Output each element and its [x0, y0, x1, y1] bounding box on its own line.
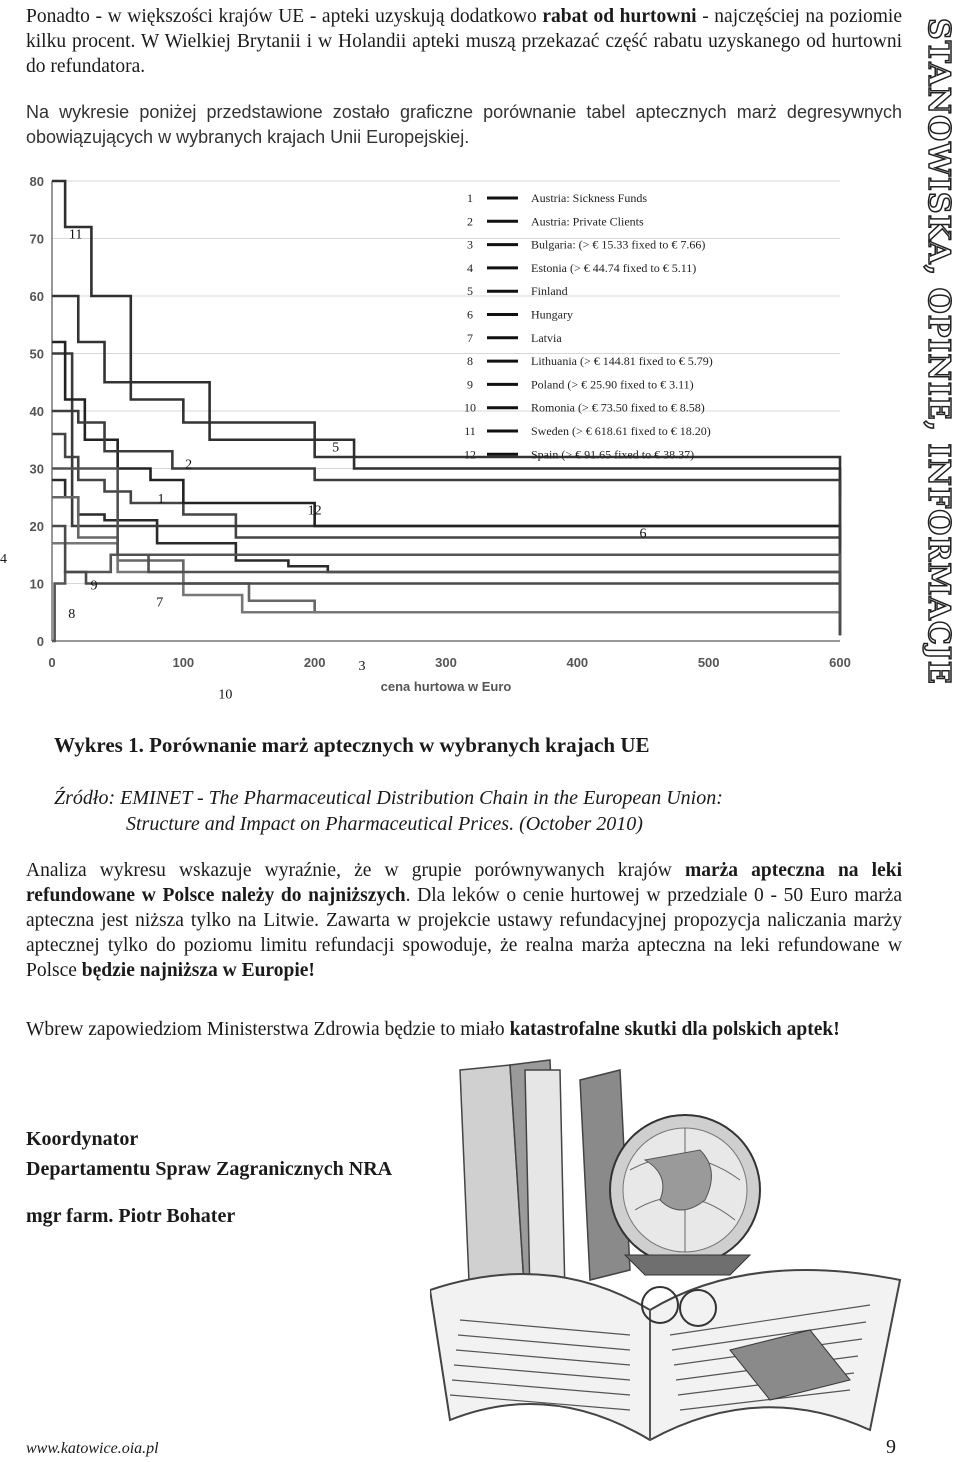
curve-label-6: 6 [639, 526, 647, 542]
series-line-5 [52, 296, 840, 497]
curve-label-2: 2 [185, 457, 193, 473]
paragraph-chart-intro: Na wykresie poniżej przedstawione zostało graficzne porównanie tabel aptecznych marż degresywnych obowiązujących w wybranych krajach Unii Europejskiej. [26, 102, 902, 147]
y-tick-label: 60 [29, 289, 44, 304]
legend-number: 1 [467, 191, 473, 205]
books-globe-illustration [430, 1050, 930, 1450]
legend-number: 9 [467, 377, 473, 392]
x-tick-label: 600 [829, 655, 851, 670]
legend-label: Estonia (> € 44.74 fixed to € 5.11) [531, 260, 697, 275]
legend-number: 3 [467, 237, 473, 252]
legend-label: Hungary [531, 307, 573, 322]
x-tick-label: 100 [172, 655, 195, 670]
x-tick-label: 200 [303, 655, 326, 670]
y-tick-label: 10 [29, 576, 44, 592]
chart-source-line-2: Structure and Impact on Pharmaceutical Prices. (October 2010) [126, 813, 643, 835]
x-tick-label: 0 [48, 655, 56, 670]
curve-label-8: 8 [68, 607, 76, 622]
author-role: Koordynator [26, 1128, 139, 1150]
paragraph-analysis [26, 858, 902, 983]
footer-url[interactable]: www.katowice.oia.pl [26, 1440, 159, 1457]
emphasis-text: marża apteczna na leki refundowane w Polsce należy do najniższych [26, 860, 902, 906]
author-name: mgr farm. Piotr Bohater [26, 1205, 236, 1227]
y-tick-label: 20 [29, 519, 44, 534]
curve-label-5: 5 [332, 440, 340, 456]
chart-caption-title: Wykres 1. Porównanie marż aptecznych w wybranych krajach UE [54, 733, 650, 757]
y-tick-label: 30 [29, 461, 44, 477]
text-run: Ponadto - w większości krajów UE - apteki uzyskują dodatkowo [26, 6, 543, 27]
series-line-4 [52, 555, 840, 641]
legend-number: 11 [464, 424, 476, 438]
chart-source [54, 785, 854, 837]
x-tick-label: 500 [697, 655, 720, 670]
legend-number: 8 [467, 354, 473, 369]
legend-number: 10 [464, 400, 476, 415]
edge-page-mark: 4 [0, 552, 7, 567]
series-line-7 [52, 497, 840, 624]
chart-source-line-1: Źródło: EMINET - The Pharmaceutical Distribution Chain in the European Union: [54, 787, 723, 809]
legend-label: Latvia [531, 330, 562, 345]
y-tick-label: 70 [29, 231, 44, 247]
text-run: - najczęściej na poziomie kilku procent. W Wielkiej Brytanii i w Holandii apteki muszą przekazać część rabatu uzyskanego od hurtowni do refundatora. [26, 6, 902, 77]
text-run: Wbrew zapowiedziom Ministerstwa Zdrowia będzie to miało [26, 1019, 510, 1040]
legend-label: Austria: Sickness Funds [531, 191, 648, 205]
legend-number: 6 [467, 307, 473, 322]
paragraph-conclusion [26, 1017, 902, 1042]
legend-number: 7 [467, 330, 473, 345]
author-block [26, 1124, 392, 1184]
page-number: 9 [886, 1436, 896, 1458]
legend-label: Austria: Private Clients [531, 214, 644, 229]
x-tick-label: 400 [566, 655, 589, 670]
curve-label-10: 10 [218, 687, 233, 703]
emphasis-text: katastrofalne skutki dla polskich aptek! [509, 1019, 840, 1040]
text-run: Analiza wykresu wskazuje wyraźnie, że w grupie porównywanych krajów [26, 860, 685, 881]
series-line-10 [52, 469, 840, 624]
margin-comparison-chart [0, 165, 900, 715]
legend-label: Romonia (> € 73.50 fixed to € 8.58) [531, 400, 705, 415]
legend-label: Finland [531, 284, 568, 299]
y-tick-label: 50 [29, 346, 44, 362]
series-line-11 [52, 181, 840, 538]
section-banner: STANOWISKA, OPINIE, INFORMACJE [921, 18, 956, 685]
curve-label-7: 7 [156, 595, 164, 611]
curve-label-12: 12 [307, 503, 322, 519]
curve-label-11: 11 [68, 227, 83, 243]
legend-label: Sweden (> € 618.61 fixed to € 18.20) [531, 424, 711, 438]
curve-label-3: 3 [358, 658, 366, 674]
x-tick-label: 300 [435, 655, 457, 670]
y-tick-label: 80 [29, 174, 44, 189]
series-line-1 [52, 480, 840, 612]
paragraph-rebates [26, 4, 902, 79]
series-line-2 [52, 434, 840, 601]
series-line-8 [52, 543, 840, 635]
curve-label-9: 9 [90, 578, 98, 594]
series-line-3 [52, 354, 840, 636]
y-tick-label: 40 [29, 404, 44, 419]
text-run: . Dla leków o cenie hurtowej w przedziale 0 - 50 Euro marża apteczna jest niższa tylko na Litwie. Zawarta w projekcie ustawy refundacyjnej propozycja naliczania marży aptecznej tylko do poziomu limitu refundacji spowoduje, że realna marża apteczna na leki refundowane w Polsce [26, 885, 902, 981]
legend-label: Spain (> € 91.65 fixed to € 38.37) [531, 447, 695, 462]
legend-label: Poland (> € 25.90 fixed to € 3.11) [531, 377, 694, 392]
curve-label-1: 1 [157, 492, 165, 507]
author-department: Departamentu Spraw Zagranicznych NRA [26, 1158, 393, 1180]
legend-number: 2 [467, 214, 473, 229]
emphasis-text: rabat od hurtowni [542, 6, 697, 27]
legend-label: Lithuania (> € 144.81 fixed to € 5.79) [531, 354, 713, 369]
legend-number: 5 [467, 284, 473, 299]
y-tick-label: 0 [36, 634, 44, 649]
legend-number: 4 [467, 260, 473, 275]
emphasis-text: będzie najniższa w Europie! [81, 960, 315, 981]
x-axis-label: cena hurtowa w Euro [380, 679, 512, 694]
series-line-6 [52, 342, 840, 526]
legend-label: Bulgaria: (> € 15.33 fixed to € 7.66) [531, 237, 706, 252]
legend-number: 12 [464, 447, 476, 462]
